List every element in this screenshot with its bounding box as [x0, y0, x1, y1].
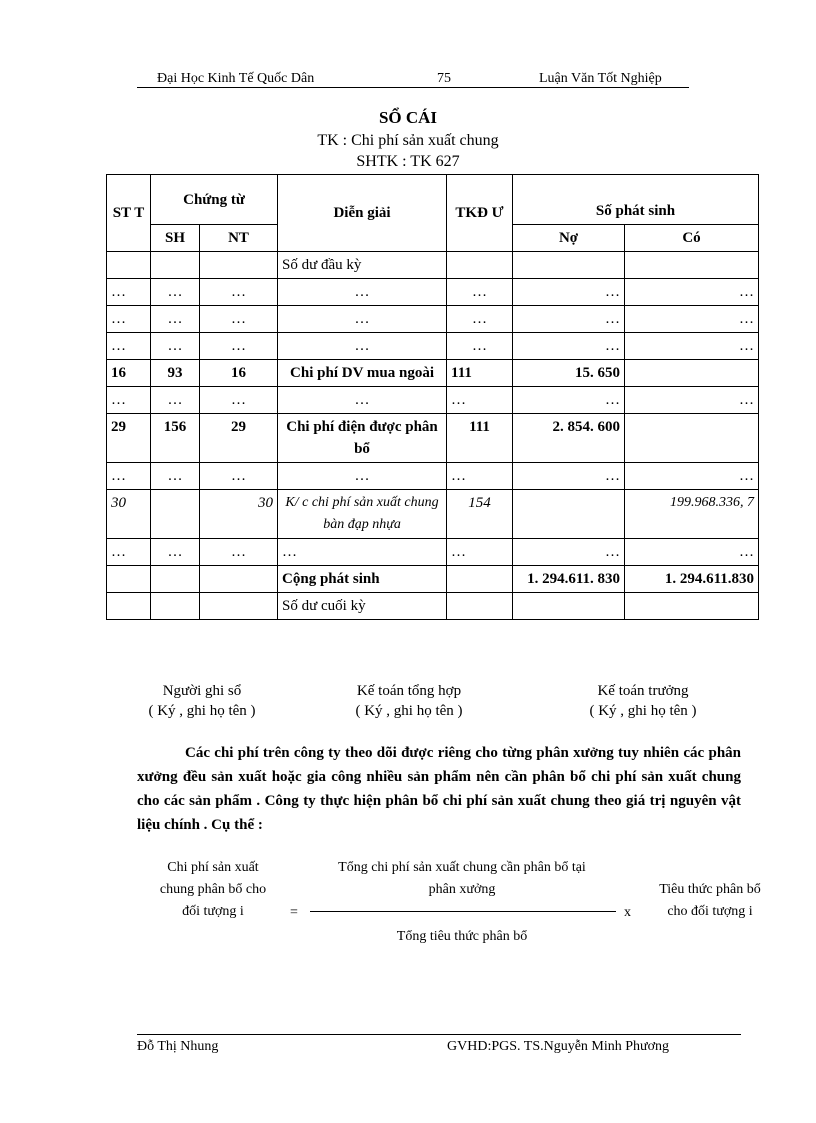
ledger-account-code: SHTK : TK 627: [356, 153, 460, 170]
cell-tk: 111: [447, 360, 513, 387]
cell-stt: …: [107, 306, 151, 333]
table-row: [107, 279, 759, 306]
cell-nt: …: [200, 539, 278, 566]
cell-co: …: [625, 539, 759, 566]
cell-tk: …: [447, 539, 513, 566]
footer-author: Đỗ Thị Nhung: [137, 1039, 219, 1054]
cell-desc: K/ c chi phí sản xuất chung bàn đạp nhựa: [278, 490, 447, 539]
cell-stt: …: [107, 333, 151, 360]
cell-no: [513, 593, 625, 620]
cell-co: 199.968.336, 7: [625, 490, 759, 539]
cell-stt: [107, 566, 151, 593]
table-row: [107, 566, 759, 593]
cell-co: [625, 414, 759, 463]
formula-left: [133, 857, 293, 923]
formula-numerator-line: phân xưởng: [428, 882, 496, 897]
signature-note: ( Ký , ghi họ tên ): [589, 703, 697, 719]
cell-co: [625, 252, 759, 279]
fraction-bar: [310, 911, 616, 912]
cell-stt: 29: [107, 414, 151, 463]
cell-no: [513, 490, 625, 539]
cell-nt: [200, 252, 278, 279]
header-chung-tu: Chứng từ: [151, 175, 278, 225]
formula-equals: =: [290, 905, 298, 920]
body-paragraph: Các chi phí trên công ty theo dõi được riêng cho từng phân xưởng tuy nhiên các phân xưởng đều sản xuất hoặc gia công nhiều sản phẩm nên cần phân bổ chi phí sản xuất chung cho các sản phẩm . Công ty thực hiện phân bổ chi phí sản xuất chung theo giá trị nguyên vật liệu chính . Cụ thể :: [137, 745, 741, 833]
cell-stt: …: [107, 279, 151, 306]
cell-tk: …: [447, 279, 513, 306]
cell-sh: [151, 593, 200, 620]
cell-no: …: [513, 539, 625, 566]
cell-stt: [107, 252, 151, 279]
table-row: [107, 539, 759, 566]
header-doc-type: Luận Văn Tốt Nghiệp: [539, 71, 662, 86]
header-nt: NT: [200, 225, 278, 252]
signature-role: Người ghi sổ: [162, 683, 242, 699]
formula-times: x: [624, 905, 631, 920]
cell-sh: …: [151, 463, 200, 490]
header-school: Đại Học Kinh Tế Quốc Dân: [157, 71, 315, 86]
cell-sh: [151, 252, 200, 279]
cell-tk: …: [447, 333, 513, 360]
cell-no: …: [513, 306, 625, 333]
formula-numerator: [306, 857, 618, 901]
cell-nt: [200, 566, 278, 593]
table-row: [107, 333, 759, 360]
table-row: [107, 387, 759, 414]
cell-no: [513, 252, 625, 279]
signature-general-accountant: [299, 681, 519, 721]
cell-co: 1. 294.611.830: [625, 566, 759, 593]
formula-numerator-line: Tổng chi phí sản xuất chung cần phân bổ tại: [338, 860, 586, 875]
footer-divider: [137, 1034, 741, 1035]
ledger-title: SỔ CÁI: [378, 108, 438, 127]
page-header: [137, 71, 689, 88]
ledger-account: TK : Chi phí sản xuất chung: [317, 132, 499, 149]
cell-co: …: [625, 333, 759, 360]
cell-co: [625, 360, 759, 387]
cell-nt: [200, 593, 278, 620]
signature-recorder: [92, 681, 312, 721]
header-so-phat-sinh: Số phát sinh: [513, 175, 759, 225]
cell-tk: [447, 566, 513, 593]
header-co: Có: [625, 225, 759, 252]
table-row: [107, 490, 759, 539]
cell-desc: …: [278, 463, 447, 490]
cell-desc: …: [278, 333, 447, 360]
table-row: [107, 414, 759, 463]
header-tkdu: TKĐ Ư: [447, 175, 513, 252]
signature-role: Kế toán trưởng: [597, 683, 689, 699]
formula-denominator: Tổng tiêu thức phân bổ: [396, 929, 528, 944]
cell-nt: …: [200, 463, 278, 490]
cell-tk: 154: [447, 490, 513, 539]
cell-nt: …: [200, 306, 278, 333]
formula-right: [640, 879, 780, 923]
cell-no: …: [513, 387, 625, 414]
cell-tk: 111: [447, 414, 513, 463]
cell-stt: 16: [107, 360, 151, 387]
cell-nt: …: [200, 333, 278, 360]
table-row: [107, 252, 759, 279]
table-row: [107, 463, 759, 490]
header-sh: SH: [151, 225, 200, 252]
cell-sh: 156: [151, 414, 200, 463]
cell-sh: …: [151, 539, 200, 566]
cell-no: …: [513, 333, 625, 360]
table-row: [107, 593, 759, 620]
cell-no: 15. 650: [513, 360, 625, 387]
header-dien-giai: Diễn giải: [278, 175, 447, 252]
signature-chief-accountant: [533, 681, 753, 721]
cell-desc: Số dư đầu kỳ: [278, 252, 447, 279]
cell-desc: Chi phí điện được phân bổ: [278, 414, 447, 463]
cell-nt: 29: [200, 414, 278, 463]
cell-desc: …: [278, 387, 447, 414]
cell-desc: Số dư cuối kỳ: [278, 593, 447, 620]
cell-nt: 16: [200, 360, 278, 387]
table-row: [107, 306, 759, 333]
cell-tk: …: [447, 463, 513, 490]
cell-co: …: [625, 279, 759, 306]
cell-sh: 93: [151, 360, 200, 387]
cell-co: [625, 593, 759, 620]
cell-stt: 30: [107, 490, 151, 539]
formula-left-line: Chi phí sản xuất: [167, 860, 259, 875]
cell-tk: …: [447, 306, 513, 333]
formula-right-line: Tiêu thức phân bổ: [659, 882, 761, 897]
cell-desc: …: [278, 279, 447, 306]
formula-right-line: cho đối tượng i: [667, 904, 753, 919]
footer-advisor: GVHD:PGS. TS.Nguyễn Minh Phương: [447, 1039, 670, 1054]
cell-stt: …: [107, 387, 151, 414]
cell-sh: …: [151, 279, 200, 306]
cell-sh: …: [151, 387, 200, 414]
cell-sh: …: [151, 333, 200, 360]
cell-co: …: [625, 387, 759, 414]
cell-tk: …: [447, 387, 513, 414]
cell-nt: 30: [200, 490, 278, 539]
cell-no: …: [513, 279, 625, 306]
signature-role: Kế toán tổng hợp: [356, 683, 462, 699]
cell-sh: [151, 566, 200, 593]
cell-desc: Cộng phát sinh: [278, 566, 447, 593]
cell-co: …: [625, 306, 759, 333]
cell-no: 2. 854. 600: [513, 414, 625, 463]
signature-note: ( Ký , ghi họ tên ): [355, 703, 463, 719]
cell-desc: Chi phí DV mua ngoài: [278, 360, 447, 387]
cell-sh: …: [151, 306, 200, 333]
cell-desc: …: [278, 306, 447, 333]
ledger-table: [106, 174, 759, 620]
formula-left-line: chung phân bổ cho: [159, 882, 267, 897]
signature-note: ( Ký , ghi họ tên ): [148, 703, 256, 719]
formula-left-line: đối tượng i: [182, 904, 244, 919]
cell-tk: [447, 252, 513, 279]
cell-nt: …: [200, 279, 278, 306]
cell-stt: [107, 593, 151, 620]
cell-tk: [447, 593, 513, 620]
cell-stt: …: [107, 463, 151, 490]
cell-stt: …: [107, 539, 151, 566]
cell-co: …: [625, 463, 759, 490]
cell-sh: [151, 490, 200, 539]
table-row: [107, 360, 759, 387]
header-no: Nợ: [513, 225, 625, 252]
cell-no: 1. 294.611. 830: [513, 566, 625, 593]
header-page-number: 75: [437, 71, 451, 86]
header-stt: ST T: [107, 175, 151, 252]
cell-no: …: [513, 463, 625, 490]
cell-desc: …: [278, 539, 447, 566]
cell-nt: …: [200, 387, 278, 414]
